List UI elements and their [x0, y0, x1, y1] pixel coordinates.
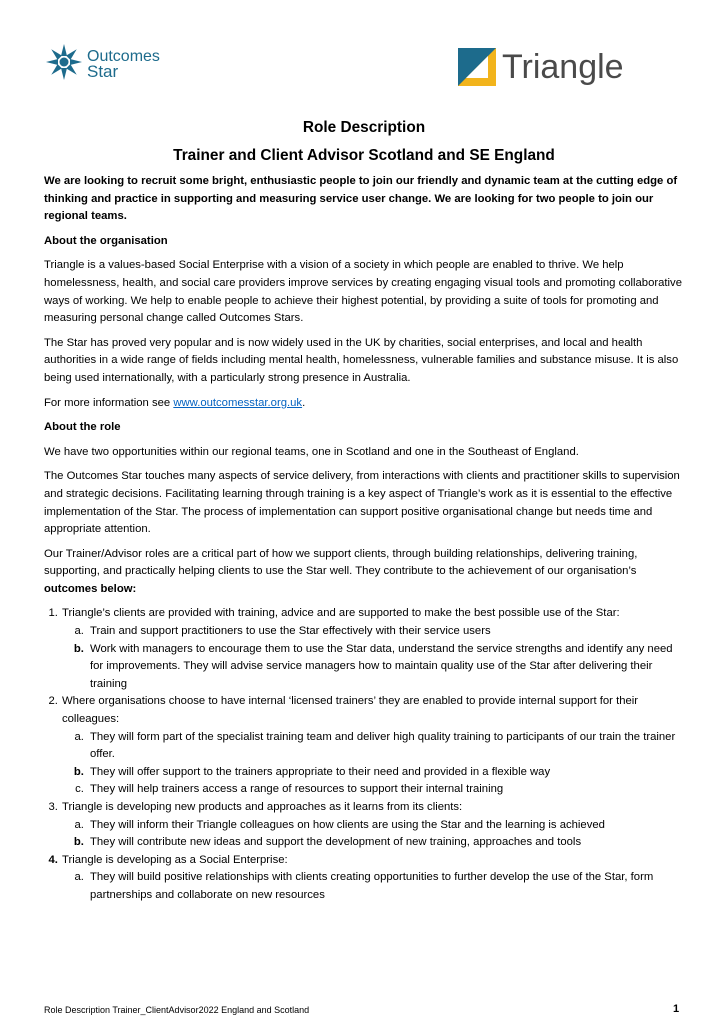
outcome-item-1 — [61, 605, 684, 693]
outcome-item-4 — [61, 852, 684, 905]
outcome-sublist — [62, 623, 684, 693]
outcome-item-text: Where organisations choose to have internal ‘licensed trainers’ they are enabled to provide internal support for their colleagues: — [62, 695, 639, 726]
outcome-sublist — [62, 729, 684, 799]
more-info-prefix: For more information see — [44, 396, 174, 409]
outcomes-star-logo-line2: Star — [87, 62, 119, 81]
outcome-item-3 — [61, 799, 684, 852]
footer-page-number: 1 — [673, 1003, 680, 1015]
footer-document-name: Role Description Trainer_ClientAdvisor2022 England and Scotland — [44, 1005, 310, 1015]
role-paragraph-1: We have two opportunities within our regional teams, one in Scotland and one in the Southeast of England. — [44, 445, 579, 458]
outcome-subitem: a. They will inform their Triangle colleagues on how clients are using the Star and the learning is achieved — [87, 817, 684, 835]
role-paragraph-3-text: Our Trainer/Advisor roles are a critical part of how we support clients, through building relationships, delivering training, supporting, and practically helping clients to use the Star well. They contribute to the achievement of our organisation’s — [44, 547, 638, 578]
outcome-subitem: b. They will contribute new ideas and support the development of new training, approaches and tools — [87, 834, 684, 852]
outcomes-list — [44, 605, 684, 904]
triangle-logo-icon — [458, 48, 496, 86]
outcome-sublist — [62, 869, 684, 904]
section-heading-role: About the role — [44, 421, 121, 434]
outcomes-star-logo-line1: Outcomes — [87, 48, 160, 65]
outcomesstar-website-link[interactable]: www.outcomesstar.org.uk — [173, 396, 303, 409]
outcome-item-text: Triangle’s clients are provided with training, advice and are supported to make the best possible use of the Star: — [62, 607, 620, 620]
outcomes-star-logo — [44, 42, 184, 88]
outcome-subitem: b. Work with managers to encourage them to use the Star data, understand the service strengths and identify any need for improvements. They will advise service managers how to maintain quality use of the Star after delivering their training — [87, 641, 684, 694]
outcome-item-2 — [61, 693, 684, 799]
star-logo-icon — [44, 42, 84, 82]
organisation-paragraph-2: The Star has proved very popular and is now widely used in the UK by charities, social enterprises, and local and health authorities in a wide range of fields including mental health, homelessness, vulnerable families and substance misuse. It is also being used internationally, with a particularly strong presence in Australia. — [44, 336, 679, 384]
document-body — [44, 118, 684, 905]
outcome-sublist — [62, 817, 684, 852]
triangle-logo — [458, 48, 638, 88]
outcome-item-text: Triangle is developing new products and approaches as it learns from its clients: — [62, 801, 463, 813]
document-subtitle: Trainer and Client Advisor Scotland and SE England — [173, 147, 555, 164]
outcome-subitem: a. Train and support practitioners to use the Star effectively with their service users — [87, 623, 684, 641]
document-title: Role Description — [302, 119, 426, 136]
triangle-logo-word: Triangle — [502, 48, 624, 86]
role-paragraph-2: The Outcomes Star touches many aspects of service delivery, from interactions with clients and practitioner skills to supervision and strategic decisions. Facilitating learning through training is a key aspect of Triangle’s work as it is essential to the effective implementation of the Star. The process of implementation can support positive organisational change but needs time and appropriate attention. — [44, 470, 680, 536]
role-paragraph-3 — [44, 546, 684, 599]
outcome-subitem: a. They will build positive relationships with clients creating opportunities to further develop the use of the Star, form partnerships and collaborate on new resources — [87, 869, 684, 904]
role-paragraph-3-bold: outcomes below: — [44, 582, 137, 595]
more-information-paragraph — [44, 395, 684, 413]
organisation-paragraph-1: Triangle is a values-based Social Enterprise with a vision of a society in which people are enabled to thrive. We help homelessness, health, and social care providers improve services by creating engaging visual tools and promoting collaborative ways of working. We help to enable people to achieve their highest potential, by providing a suite of tools for promoting and measuring personal change called Outcomes Stars. — [44, 259, 682, 325]
section-heading-organisation: About the organisation — [44, 234, 168, 247]
outcome-subitem: c. They will help trainers access a range of resources to support their internal training — [87, 781, 684, 799]
outcome-subitem: a. They will form part of the specialist training team and deliver high quality training to participants of our train the trainer offer. — [87, 729, 684, 764]
outcome-item-text: Triangle is developing as a Social Enterprise: — [62, 853, 288, 866]
outcome-subitem: b. They will offer support to the trainers appropriate to their need and provided in a flexible way — [87, 764, 684, 782]
intro-paragraph: We are looking to recruit some bright, enthusiastic people to join our friendly and dynamic team at the cutting edge of thinking and practice in supporting and measuring service user change. We are looking for two people to join our regional teams. — [44, 175, 678, 223]
more-info-suffix: . — [302, 396, 306, 409]
